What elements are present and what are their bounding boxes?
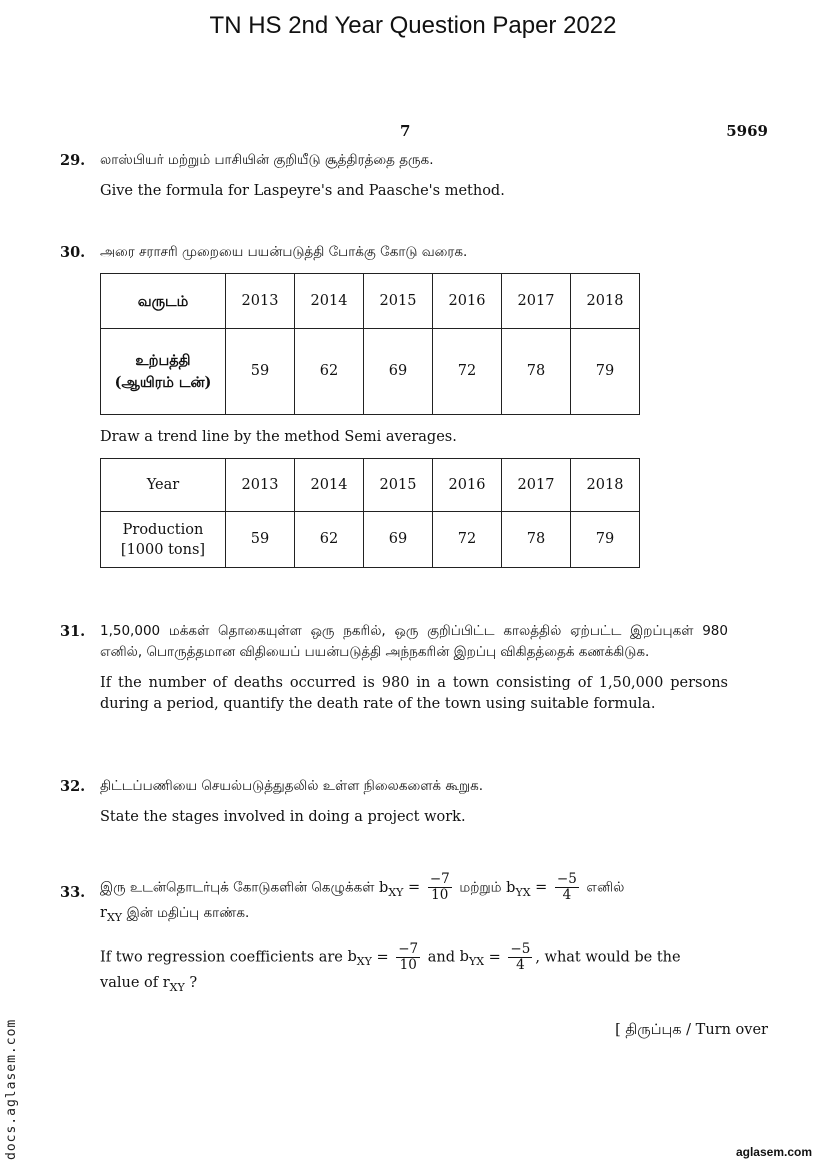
data-table-english: [100, 458, 640, 568]
table-cell: 2013: [226, 459, 295, 512]
row-label-line1: உற்பத்தி: [135, 351, 191, 369]
side-watermark: docs.aglasem.com: [4, 1018, 19, 1160]
table-cell: 79: [571, 512, 640, 568]
table-cell: 2014: [295, 274, 364, 329]
table-cell: 72: [433, 329, 502, 415]
table-cell: 59: [226, 512, 295, 568]
bxy-fraction: $\frac{-7}{10}$: [429, 871, 450, 903]
table-header-year: Year: [101, 459, 226, 512]
question-text-english: Give the formula for Laspeyre's and Paasche's method.: [100, 183, 505, 199]
english-and: and: [427, 949, 456, 966]
table-cell: 2018: [571, 274, 640, 329]
equals-sign: =: [408, 879, 421, 896]
row-label-line1: Production: [122, 521, 204, 538]
bxy-symbol: $b_{XY}$: [347, 949, 372, 969]
table-cell: 2017: [502, 274, 571, 329]
question-31: [60, 621, 728, 725]
table-cell: 2015: [364, 459, 433, 512]
tamil-and: மற்றும்: [459, 879, 502, 896]
question-text-tamil: திட்டப்பணியை செயல்படுத்துதலில் உள்ள நிலைகளைக் கூறுக.: [100, 778, 484, 794]
byx-fraction: $\frac{-5}{4}$: [510, 940, 531, 973]
rxy-subscript: XY: [169, 980, 185, 994]
table-cell: 79: [571, 329, 640, 415]
data-table-tamil: [100, 273, 640, 415]
table-cell: 69: [364, 512, 433, 568]
table-cell: 2016: [433, 459, 502, 512]
question-text-tamil: அரை சராசரி முறையை பயன்படுத்தி போக்கு கோடு வரைக.: [100, 244, 468, 260]
banner-title: TN HS 2nd Year Question Paper 2022: [209, 12, 617, 39]
english-end-pre: value of r: [100, 974, 170, 991]
byx-fraction: $\frac{-5}{4}$: [556, 871, 577, 903]
table-cell: 2018: [571, 459, 640, 512]
tamil-if: எனில்: [586, 879, 625, 896]
tamil-end: இன் மதிப்பு காண்க.: [126, 905, 250, 921]
english-end-post: ?: [184, 974, 198, 991]
question-number: 32.: [60, 778, 86, 795]
table-cell: 2014: [295, 459, 364, 512]
question-text-tamil: [100, 872, 728, 928]
equals-sign: =: [535, 879, 548, 896]
question-text-english: [100, 942, 728, 998]
table-cell: 2016: [433, 274, 502, 329]
question-32: [60, 776, 728, 838]
bottom-watermark: aglasem.com: [735, 1145, 812, 1159]
table-cell: 2017: [502, 459, 571, 512]
question-number: 31.: [60, 623, 86, 640]
table-cell: 2015: [364, 274, 433, 329]
row-label-line2: [1000 tons]: [120, 541, 206, 558]
question-number: 29.: [60, 152, 86, 169]
table-header-year: வருடம்: [101, 274, 226, 329]
byx-symbol: $b_{YX}$: [506, 879, 531, 899]
byx-symbol: $b_{YX}$: [459, 949, 485, 969]
equals-sign: =: [488, 949, 501, 966]
table-header-production: [101, 512, 226, 568]
table-cell: 72: [433, 512, 502, 568]
question-text-tamil: லாஸ்பியர் மற்றும் பாசியின் குறியீடு சூத்திரத்தை தருக.: [100, 152, 434, 168]
english-intro: If two regression coefficients are: [100, 949, 343, 966]
question-29: [60, 150, 728, 212]
table-header-production: [101, 329, 226, 415]
table-cell: 2013: [226, 274, 295, 329]
question-33: [60, 872, 728, 1008]
question-30: [60, 242, 728, 580]
row-label-line2: (ஆயிரம் டன்): [114, 373, 212, 391]
english-mid: , what would be the: [535, 949, 681, 966]
question-number: 33.: [60, 884, 86, 901]
paper-code: 5969: [726, 122, 768, 140]
rxy-symbol: $r_{XY}$: [100, 905, 123, 924]
equals-sign: =: [376, 949, 389, 966]
table-cell: 59: [226, 329, 295, 415]
table-cell: 62: [295, 512, 364, 568]
bxy-symbol: $b_{XY}$: [379, 879, 404, 899]
table-cell: 62: [295, 329, 364, 415]
table-cell: 78: [502, 512, 571, 568]
turn-over-note: [ திருப்புக / Turn over: [615, 1022, 768, 1038]
question-text-tamil: 1,50,000 மக்கள் தொகையுள்ள ஒரு நகரில், ஒரு குறிப்பிட்ட காலத்தில் ஏற்பட்ட இறப்புகள் 980 எனில், பொருத்தமான விதியைப் பயன்படுத்தி அந்நகரின் இறப்பு விகிதத்தைக் கணக்கிடுக.: [100, 623, 728, 660]
table-cell: 69: [364, 329, 433, 415]
question-text-english: Draw a trend line by the method Semi averages.: [100, 429, 457, 445]
page-number: 7: [400, 122, 411, 140]
table-cell: 78: [502, 329, 571, 415]
question-text-english: If the number of deaths occurred is 980 in a town consisting of 1,50,000 persons during a period, quantify the death rate of the town using suitable formula.: [100, 675, 728, 712]
question-text-english: State the stages involved in doing a project work.: [100, 809, 466, 825]
question-number: 30.: [60, 244, 86, 261]
bxy-fraction: $\frac{-7}{10}$: [398, 940, 419, 973]
tamil-intro: இரு உடன்தொடர்புக் கோடுகளின் கெழுக்கள்: [100, 879, 375, 896]
